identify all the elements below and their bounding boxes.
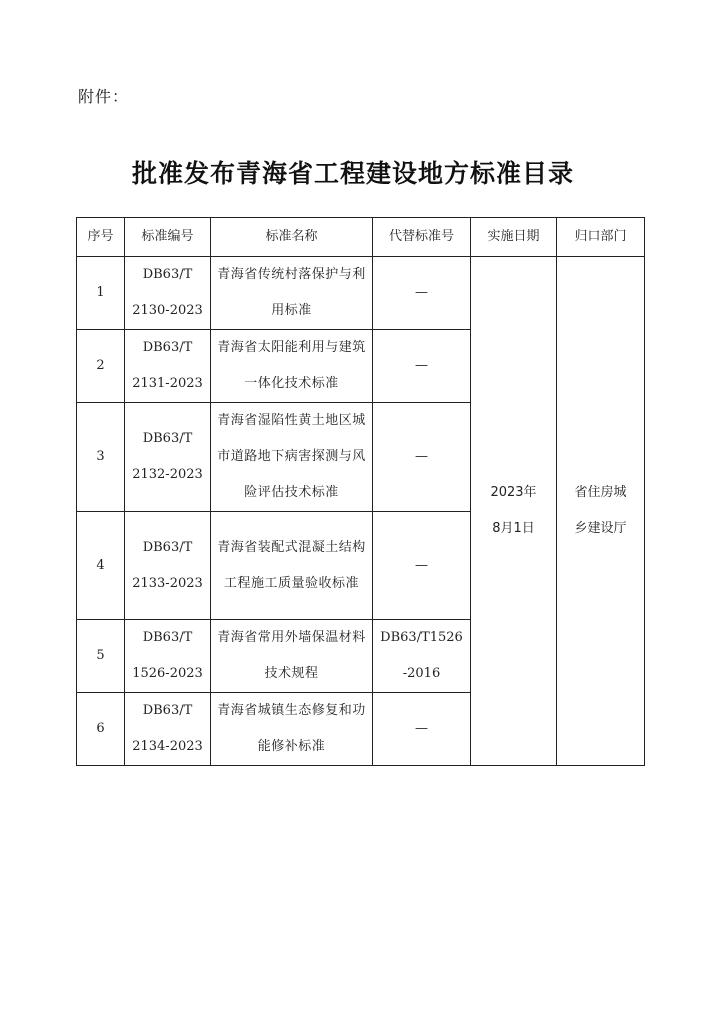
row-name: 青海省城镇生态修复和功能修补标准 [211, 693, 373, 766]
row-name: 青海省太阳能利用与建筑一体化技术标准 [211, 330, 373, 403]
code-prefix: DB63/T [142, 539, 193, 555]
row-replaces: — [373, 693, 471, 766]
code-number: 2134-2023 [132, 739, 203, 754]
table-header-row [77, 218, 645, 257]
code-number: 2132-2023 [132, 467, 203, 482]
row-seq: 4 [77, 512, 125, 620]
header-name: 标准名称 [211, 218, 373, 257]
code-prefix: DB63/T [142, 340, 193, 355]
row-replaces: — [373, 257, 471, 330]
row-name: 青海省湿陷性黄土地区城市道路地下病害探测与风险评估技术标准 [211, 403, 373, 512]
row-replaces: — [373, 403, 471, 512]
row-replaces: DB63/T1526-2016 [373, 620, 471, 693]
row-seq: 1 [77, 257, 125, 330]
row-code [125, 693, 211, 766]
row-name: 青海省传统村落保护与利用标准 [211, 257, 373, 330]
header-replaces: 代替标准号 [373, 218, 471, 257]
row-code [125, 403, 211, 512]
row-code [125, 620, 211, 693]
document-title: 批准发布青海省工程建设地方标准目录 [131, 159, 574, 188]
table-row [77, 257, 645, 330]
code-prefix: DB63/T [142, 431, 193, 446]
row-name: 青海省装配式混凝土结构工程施工质量验收标准 [211, 512, 373, 620]
code-number: 2133-2023 [132, 575, 203, 591]
attachment-label: 附件： [78, 87, 130, 106]
row-seq: 3 [77, 403, 125, 512]
row-replaces: — [373, 330, 471, 403]
code-prefix: DB63/T [142, 703, 193, 718]
standards-table [76, 217, 645, 766]
row-code [125, 330, 211, 403]
effective-date: 2023年8月1日 [490, 485, 537, 536]
code-number: 2131-2023 [132, 376, 203, 391]
code-number: 2130-2023 [132, 303, 203, 318]
effective-date-cell [471, 257, 557, 766]
header-date: 实施日期 [471, 218, 557, 257]
row-seq: 6 [77, 693, 125, 766]
row-code [125, 257, 211, 330]
row-code [125, 512, 211, 620]
row-seq: 2 [77, 330, 125, 403]
header-seq: 序号 [77, 218, 125, 257]
header-code: 标准编号 [125, 218, 211, 257]
code-prefix: DB63/T [142, 267, 193, 282]
row-name: 青海省常用外墙保温材料技术规程 [211, 620, 373, 693]
department: 省住房城乡建设厅 [574, 485, 627, 536]
code-number: 1526-2023 [132, 666, 203, 681]
department-cell [557, 257, 645, 766]
code-prefix: DB63/T [142, 630, 193, 645]
row-replaces: — [373, 512, 471, 620]
row-seq: 5 [77, 620, 125, 693]
header-department: 归口部门 [557, 218, 645, 257]
